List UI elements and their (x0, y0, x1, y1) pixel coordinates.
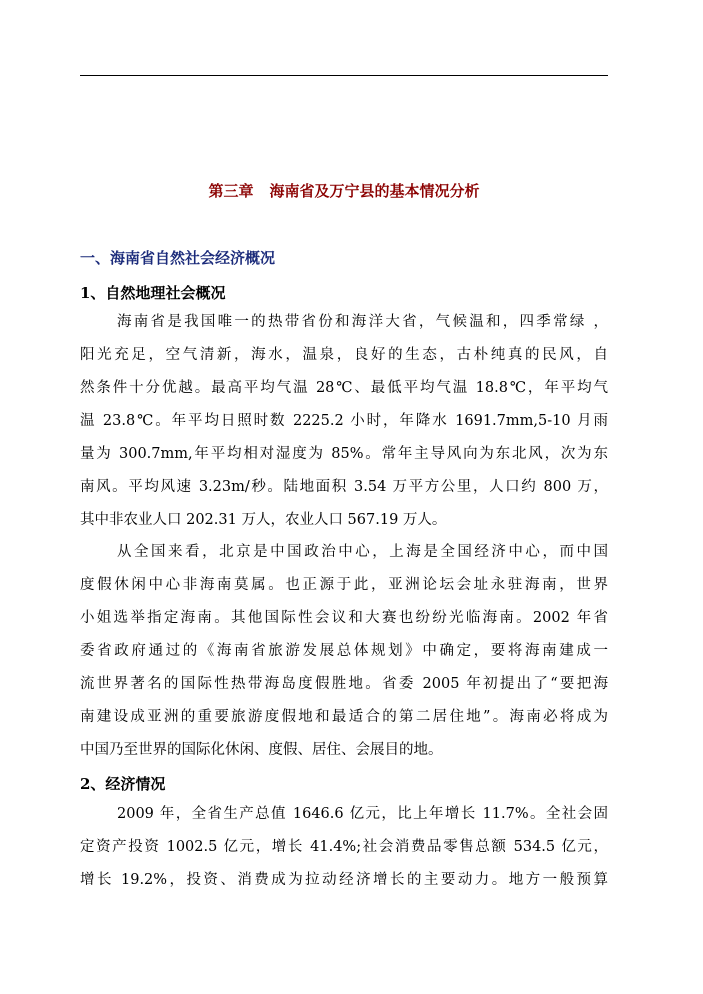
paragraph-line: 南风。平均风速 3.23m/秒。陆地面积 3.54 万平方公里，人口约 800 万， (80, 479, 608, 495)
paragraph-line: 定资产投资 1002.5 亿元，增长 41.4%;社会消费品零售总额 534.5 亿元， (80, 839, 608, 855)
chapter-number: 第三章 (208, 182, 254, 200)
chapter-name: 海南省及万宁县的基本情况分析 (269, 182, 480, 200)
paragraph-line: 海南省是我国唯一的热带省份和海洋大省，气候温和，四季常绿 ， (117, 314, 608, 330)
subsection-title: 1、自然地理社会概况 (80, 284, 226, 302)
paragraph-line: 度假休闲中心非海南莫属。也正源于此，亚洲论坛会址永驻海南，世界 (80, 577, 608, 593)
paragraph-line: 2009 年，全省生产总值 1646.6 亿元，比上年增长 11.7%。全社会固 (117, 806, 608, 822)
chapter-title (80, 180, 608, 201)
paragraph-line: 温 23.8℃。年平均日照时数 2225.2 小时，年降水 1691.7mm,5-10 月雨 (80, 413, 608, 429)
paragraph-line: 其中非农业人口 202.31 万人，农业人口 567.19 万人。 (80, 512, 447, 528)
paragraph-line: 然条件十分优越。最高平均气温 28℃、最低平均气温 18.8℃，年平均气 (80, 380, 608, 396)
header-rule (80, 75, 608, 76)
paragraph-line: 阳光充足，空气清新，海水，温泉，良好的生态，古朴纯真的民风，自 (80, 347, 608, 363)
paragraph-line: 委省政府通过的《海南省旅游发展总体规划》中确定，要将海南建成一 (80, 643, 608, 659)
subsection-title: 2、经济情况 (80, 775, 166, 793)
section-title: 一、海南省自然社会经济概况 (80, 249, 276, 267)
paragraph-line: 从全国来看，北京是中国政治中心，上海是全国经济中心，而中国 (117, 544, 608, 560)
paragraph-line: 小姐选举指定海南。其他国际性会议和大赛也纷纷光临海南。2002 年省 (80, 610, 608, 626)
paragraph-line: 中国乃至世界的国际化休闲、度假、居住、会展目的地。 (80, 742, 443, 758)
paragraph-line: 流世界著名的国际性热带海岛度假胜地。省委 2005 年初提出了“要把海 (80, 676, 608, 692)
paragraph-line: 南建设成亚洲的重要旅游度假地和最适合的第二居住地”。海南必将成为 (80, 709, 608, 725)
paragraph-line: 增长 19.2%，投资、消费成为拉动经济增长的主要动力。地方一般预算 (80, 872, 608, 888)
paragraph-line: 量为 300.7mm,年平均相对湿度为 85%。常年主导风向为东北风，次为东 (80, 446, 608, 462)
